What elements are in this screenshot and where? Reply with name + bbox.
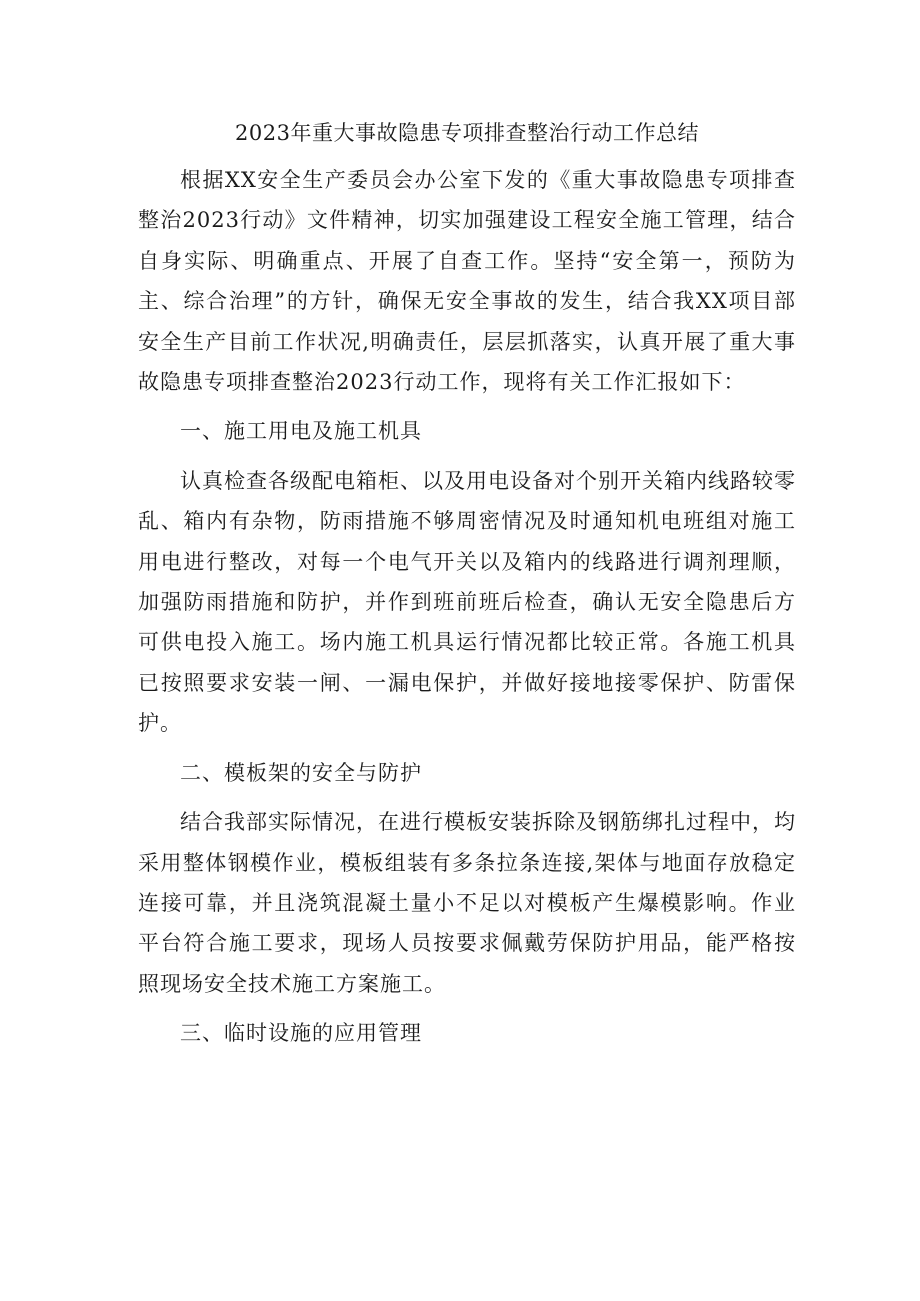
document-title: 2023年重大事故隐患专项排查整治行动工作总结 xyxy=(235,121,699,145)
document-page xyxy=(138,112,796,1063)
intro-paragraph: 根据XX安全生产委员会办公室下发的《重大事故隐患专项排查整治2023行动》文件精神，切实加强建设工程安全施工管理，结合自身实际、明确重点、开展了自查工作。坚持“安全第一，预防为主、综合治理”的方针，确保无安全事故的发生，结合我XX项目部安全生产目前工作状况,明确责任，层层抓落实，认真开展了重大事故隐患专项排查整治2023行动工作，现将有关工作汇报如下： xyxy=(138,168,796,395)
section-body-2: 结合我部实际情况，在进行模板安装拆除及钢筋绑扎过程中，均采用整体钢模作业，模板组装有多条拉条连接,架体与地面存放稳定连接可靠，并且浇筑混凝土量小不足以对模板产生爆模影响。作业平台符合施工要求，现场人员按要求佩戴劳保防护用品，能严格按照现场安全技术施工方案施工。 xyxy=(138,810,796,996)
section-heading-1: 一、施工用电及施工机具 xyxy=(180,419,422,444)
section-heading-2: 二、模板架的安全与防护 xyxy=(180,760,422,785)
section-heading-3: 三、临时设施的应用管理 xyxy=(180,1021,422,1046)
section-body-1: 认真检查各级配电箱柜、以及用电设备对个别开关箱内线路较零乱、箱内有杂物，防雨措施不够周密情况及时通知机电班组对施工用电进行整改，对每一个电气开关以及箱内的线路进行调剂理顺，加强防雨措施和防护，并作到班前班后检查，确认无安全隐患后方可供电投入施工。场内施工机具运行情况都比较正常。各施工机具已按照要求安装一闸、一漏电保护，并做好接地接零保护、防雷保护。 xyxy=(138,468,796,736)
